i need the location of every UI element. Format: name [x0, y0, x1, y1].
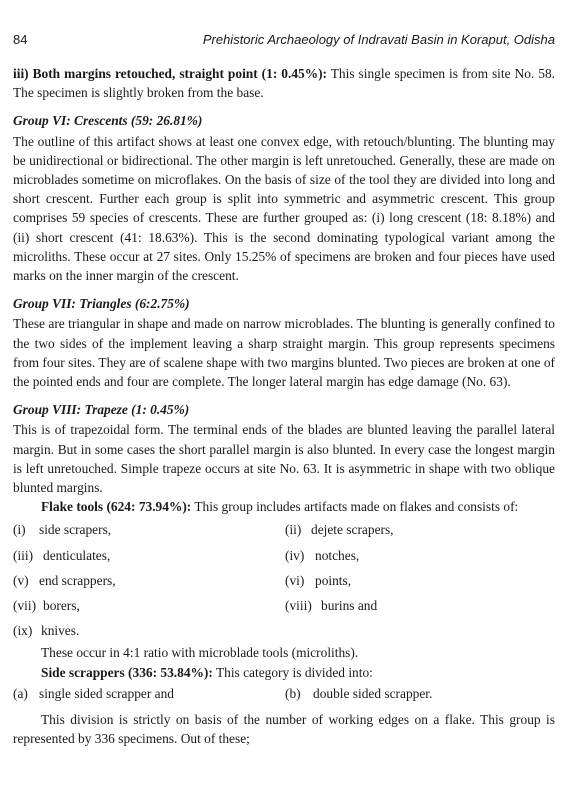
flake-tools-text: This group includes artifacts made on flakes and consists of:: [191, 499, 519, 515]
list-item: [13, 684, 285, 703]
page-number: 84: [13, 32, 28, 47]
group-vi-paragraph: The outline of this artifact shows at least one convex edge, with retouch/blunting. The blunting may be unidirectional or bidirectional. The other margin is left unretouched. Generally, these are made on microblades sometime on microflakes. On the basis of size of the tool they are divided into long and short crescent. Further each group is split into symmetric and asymmetric crescent. This group comprises 59 species of crescents. These are further grouped as: (i) long crescent (18: 8.18%) and (ii) short crescent (41: 18.63%). This is the second dominating typological variant among the microliths. These occur at 27 sites. Only 15.25% of specimens are broken and four pieces have used marks on the inner margin of the crescent.: [13, 133, 555, 284]
closing-paragraph: This division is strictly on basis of the number of working edges on a flake. This group is represented by 336 specimens. Out of these;: [13, 712, 555, 747]
list-item-number: (vii): [13, 598, 37, 614]
list-item-number: (vi): [285, 572, 305, 588]
list-item-text: points,: [315, 572, 352, 588]
side-scrappers-list: [13, 684, 555, 703]
list-item-number: (iii): [13, 547, 34, 563]
item-iii-paragraph: [13, 64, 555, 102]
running-head: [13, 30, 555, 48]
list-item-text: dejete scrapers,: [311, 522, 394, 538]
group-vii-paragraph: These are triangular in shape and made on narrow microblades. The blunting is generally confined to the two sides of the implement leaving a sharp straight margin. This group represents specimens from four sites. They are of scalene shape with two margins blunted. Two pieces are broken at one of the pointed ends and four are complete. The longer lateral margin has edge damage (No. 63).: [13, 316, 555, 390]
list-item-text: single sided scrapper and: [39, 685, 174, 701]
flake-tools-paragraph: [13, 497, 555, 516]
list-item-number: (i): [13, 522, 26, 538]
side-scrappers-text: This category is divided into:: [212, 664, 373, 680]
list-item: [285, 684, 555, 703]
list-item-number: (iv): [285, 547, 305, 563]
ratio-paragraph: These occur in 4:1 ratio with microblade tools (microliths).: [41, 645, 359, 661]
page-body: [13, 64, 555, 749]
list-item: [285, 546, 555, 565]
list-item-number: (ii): [285, 522, 302, 538]
list-item: [13, 520, 285, 539]
item-iii-text: This single specimen is from site No. 58. The specimen is slightly broken from the base.: [13, 66, 555, 101]
list-item: [285, 596, 555, 615]
list-item-number: (b): [285, 685, 301, 701]
list-item-text: side scrapers,: [39, 522, 112, 538]
list-item: [13, 596, 285, 615]
list-item-number: (viii): [285, 598, 312, 614]
list-item: [285, 571, 555, 590]
list-item-text: borers,: [43, 598, 80, 614]
running-title: Prehistoric Archaeology of Indravati Basin in Koraput, Odisha: [202, 32, 555, 47]
side-scrappers-paragraph: [13, 663, 555, 682]
list-item-number: (v): [13, 572, 29, 588]
list-item-text: notches,: [315, 547, 360, 563]
side-scrappers-label: Side scrappers (336: 53.84%):: [41, 664, 213, 680]
list-item-number: (a): [13, 685, 28, 701]
list-item-text: end scrappers,: [39, 572, 116, 588]
list-item-text: denticulates,: [43, 547, 111, 563]
group-vi-heading: Group VI: Crescents (59: 26.81%): [13, 113, 203, 129]
list-item-text: double sided scrapper.: [313, 685, 433, 701]
list-item: [13, 621, 555, 640]
group-vii-heading: Group VII: Triangles (6:2.75%): [13, 296, 190, 312]
list-item: [285, 520, 555, 539]
flake-tools-list: [13, 520, 555, 615]
list-item: [13, 571, 285, 590]
list-item-number: (ix): [13, 623, 33, 639]
group-viii-heading: Group VIII: Trapeze (1: 0.45%): [13, 402, 190, 418]
item-iii-label: iii) Both margins retouched, straight point (1: 0.45%):: [13, 66, 328, 81]
flake-tools-label: Flake tools (624: 73.94%):: [41, 499, 192, 515]
list-item-text: burins and: [321, 598, 378, 614]
group-viii-paragraph: This is of trapezoidal form. The terminal ends of the blades are blunted leaving the parallel lateral margin. But in some cases the short parallel margin is also blunted. In every case the longest margin is left unretouched. Simple trapeze occurs at site No. 63. It is asymmetric in shape with two oblique blunted margins.: [13, 422, 555, 496]
list-item: [13, 546, 285, 565]
list-item-text: knives.: [41, 623, 80, 639]
